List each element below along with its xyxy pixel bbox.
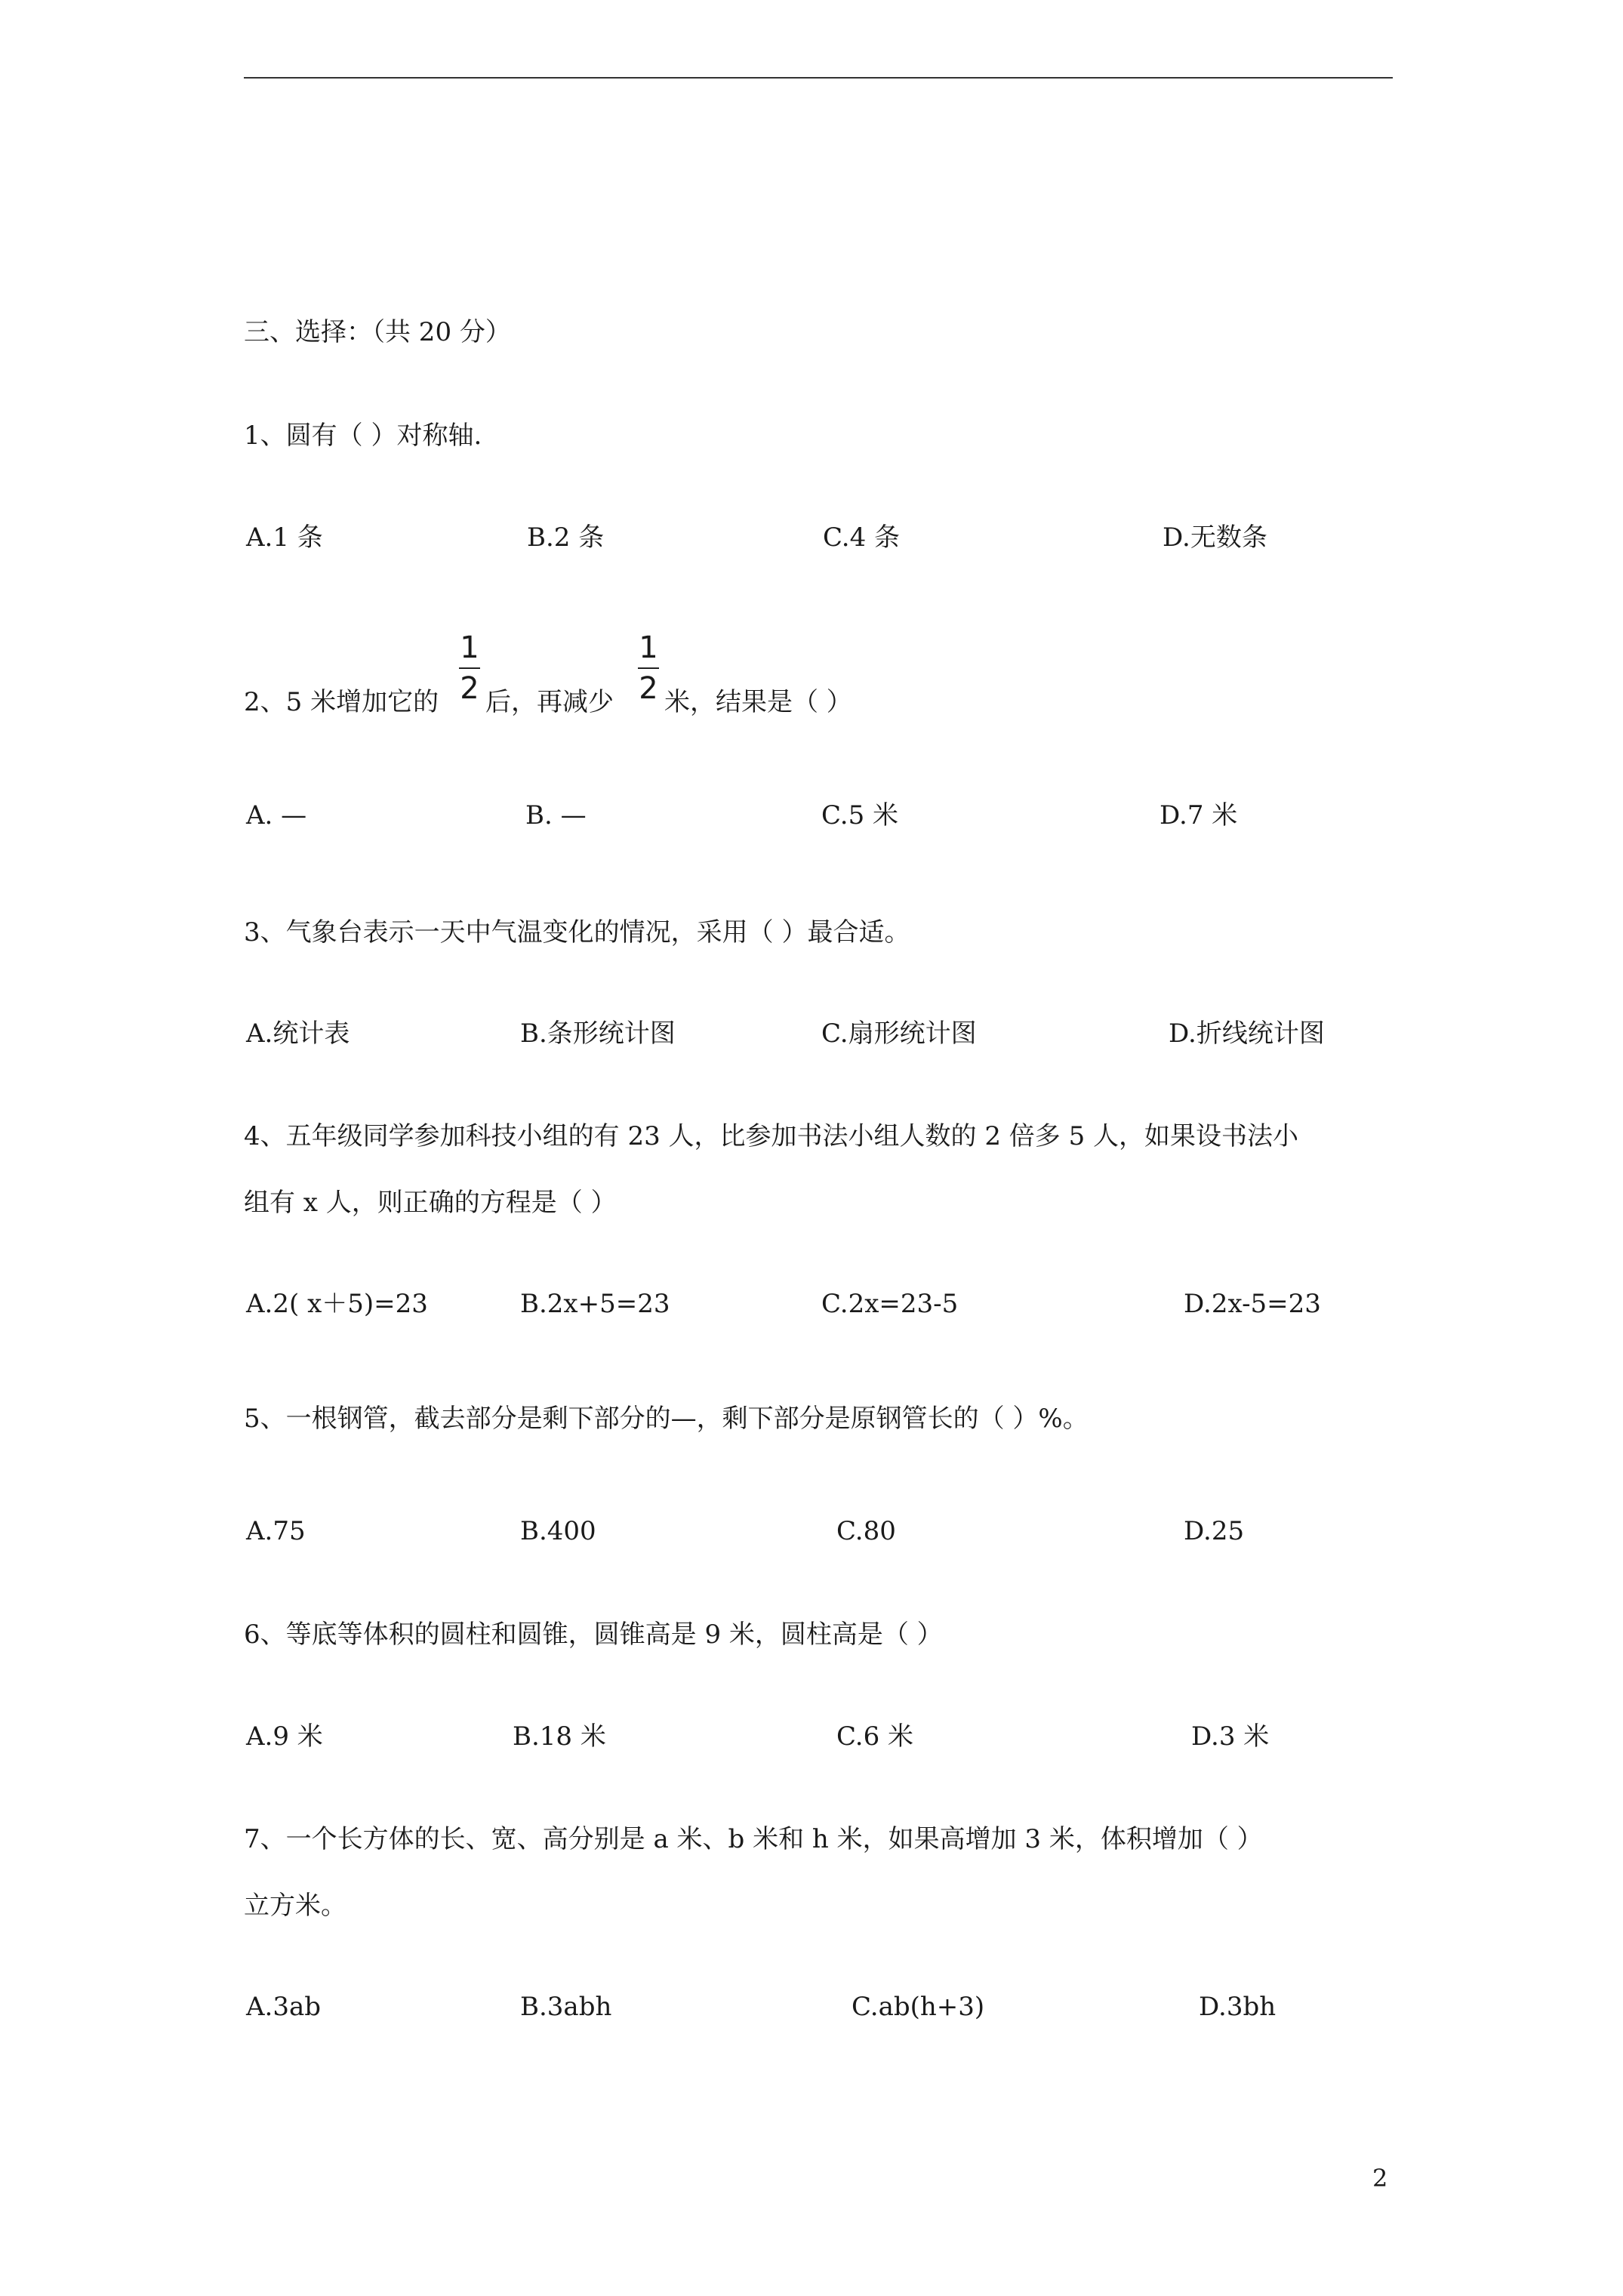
q7-option-d: D.3bh <box>1199 1992 1277 2022</box>
q6-option-a: A.9 米 <box>246 1721 323 1752</box>
q6-option-c: C.6 米 <box>836 1721 914 1752</box>
fraction-2-bar <box>638 667 659 669</box>
q1-option-b: B.2 条 <box>527 522 605 553</box>
q5-option-a: A.75 <box>246 1516 306 1546</box>
q3-option-d: D.折线统计图 <box>1169 1019 1325 1049</box>
question-4-line-2: 组有 x 人，则正确的方程是（ ） <box>244 1188 617 1218</box>
q5-option-c: C.80 <box>836 1516 896 1546</box>
fraction-1-numerator: 1 <box>460 630 479 665</box>
fraction-one-half-1 <box>456 630 483 707</box>
q7-option-c: C.ab(h+3) <box>852 1992 985 2022</box>
section-title: 三、选择：（共 20 分） <box>244 317 511 347</box>
q4-option-c: C.2x=23-5 <box>821 1289 959 1319</box>
q5-option-b: B.400 <box>520 1516 596 1546</box>
question-7-line-2: 立方米。 <box>244 1891 346 1921</box>
question-4-line-1: 4、五年级同学参加科技小组的有 23 人，比参加书法小组人数的 2 倍多 5 人，如果设书法小 <box>244 1121 1299 1151</box>
q4-option-d: D.2x-5=23 <box>1184 1289 1321 1319</box>
q2-option-b: B. — <box>525 800 587 831</box>
q3-option-a: A.统计表 <box>246 1019 350 1049</box>
q3-option-c: C.扇形统计图 <box>821 1019 977 1049</box>
fraction-2-numerator: 1 <box>639 630 658 665</box>
fraction-1-denominator: 2 <box>460 671 479 706</box>
q5-option-d: D.25 <box>1184 1516 1245 1546</box>
q7-option-b: B.3abh <box>520 1992 612 2022</box>
question-2-part-b: 后，再减少 <box>485 687 614 717</box>
question-2-part-c: 米，结果是（ ） <box>664 687 852 717</box>
page-number: 2 <box>1372 2164 1388 2193</box>
question-2-part-a: 2、5 米增加它的 <box>244 687 439 717</box>
question-3: 3、气象台表示一天中气温变化的情况，采用（ ）最合适。 <box>244 917 910 948</box>
question-7-line-1: 7、一个长方体的长、宽、高分别是 a 米、b 米和 h 米，如果高增加 3 米，体积增加（ ） <box>244 1824 1263 1854</box>
fraction-2-denominator: 2 <box>639 671 658 706</box>
q1-option-d: D.无数条 <box>1163 522 1267 553</box>
fraction-1-bar <box>459 667 480 669</box>
q4-option-a: A.2( x＋5)=23 <box>246 1289 428 1319</box>
header-rule <box>244 77 1393 79</box>
question-5: 5、一根钢管，截去部分是剩下部分的—，剩下部分是原钢管长的（ ）%。 <box>244 1404 1089 1434</box>
q4-option-b: B.2x+5=23 <box>520 1289 670 1319</box>
q1-option-c: C.4 条 <box>823 522 901 553</box>
fraction-one-half-2 <box>635 630 662 707</box>
q2-option-d: D.7 米 <box>1160 800 1238 831</box>
q1-option-a: A.1 条 <box>246 522 323 553</box>
q2-option-a: A. — <box>246 800 307 831</box>
q6-option-d: D.3 米 <box>1191 1721 1270 1752</box>
q7-option-a: A.3ab <box>246 1992 322 2022</box>
q6-option-b: B.18 米 <box>513 1721 606 1752</box>
q2-option-c: C.5 米 <box>821 800 899 831</box>
question-1: 1、圆有（ ）对称轴. <box>244 421 482 451</box>
q3-option-b: B.条形统计图 <box>520 1019 676 1049</box>
question-6: 6、等底等体积的圆柱和圆锥，圆锥高是 9 米，圆柱高是（ ） <box>244 1620 943 1650</box>
